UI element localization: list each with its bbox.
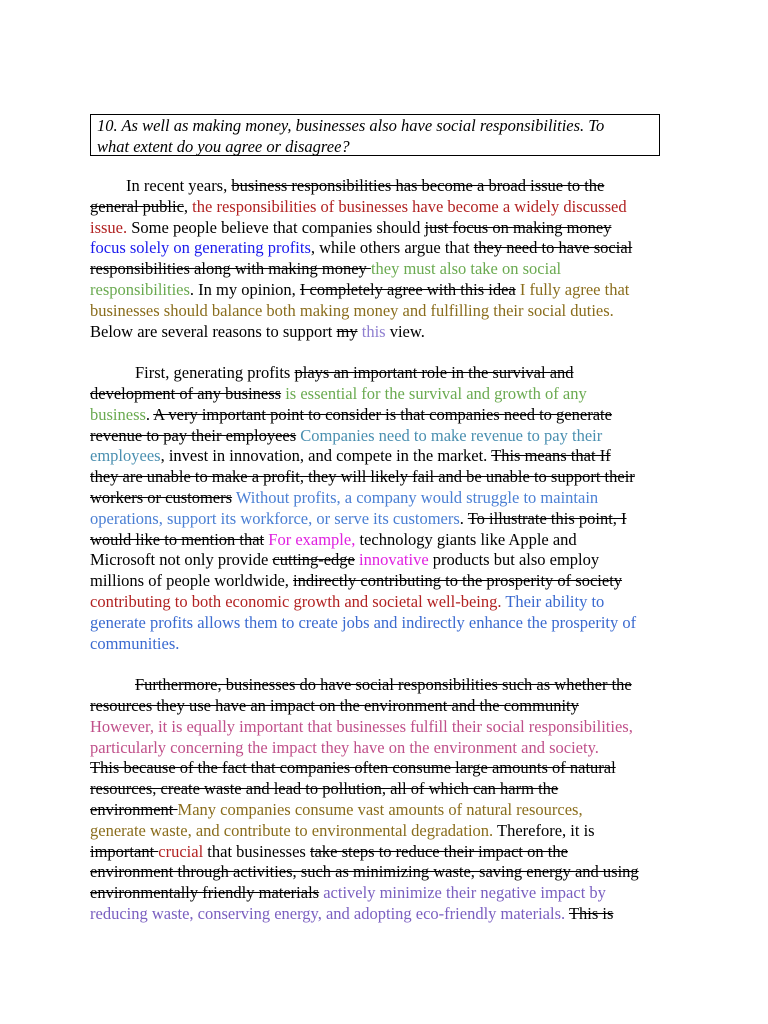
deleted-text: To illustrate this point, I [467, 508, 627, 528]
inserted-text: particularly concerning the impact they have on the environment and society. [90, 737, 599, 757]
inserted-text: business [90, 404, 146, 424]
original-text: Microsoft not only provide [90, 550, 273, 570]
original-text: . In my opinion, [189, 279, 300, 299]
inserted-text: reducing waste, conserving energy, and adopting eco-friendly materials. [90, 903, 566, 923]
deleted-text: I completely agree with this idea [299, 279, 516, 299]
deleted-text: Furthermore, businesses do have social responsibilities such as whether the [135, 675, 632, 695]
text-line [90, 322, 680, 343]
text-line [90, 862, 680, 883]
text-line [90, 738, 680, 759]
deleted-text: responsibilities along with making money [90, 259, 371, 279]
text-line [90, 197, 680, 218]
inserted-text: Without profits, a company would struggle to maintain [232, 487, 599, 507]
inserted-text: focus solely on generating profits [90, 238, 311, 258]
inserted-text: issue [90, 217, 123, 237]
deleted-text: revenue to pay their employees [90, 425, 297, 445]
inserted-text: they must also take on social [370, 259, 562, 279]
text-line [90, 301, 680, 322]
text-line [90, 176, 680, 197]
text-line [90, 904, 680, 925]
text-line [90, 405, 680, 426]
inserted-text: responsibilities [90, 279, 190, 299]
original-text: products but also employ [428, 550, 600, 570]
text-line [90, 280, 680, 301]
deleted-text: This means that If [491, 446, 611, 466]
deleted-text: development of any business [90, 383, 282, 403]
original-text: millions of people worldwide, [90, 571, 294, 591]
text-line [90, 218, 680, 239]
deleted-text: resources they use have an impact on the environment and the community [90, 695, 579, 715]
inserted-text: generate waste, and contribute to environmental degradation. [90, 820, 494, 840]
text-line [90, 800, 680, 821]
deleted-text: indirectly contributing to the prosperity of society [293, 571, 623, 591]
question-line: 10. As well as making money, businesses also have social responsibilities. To [97, 116, 605, 135]
text-line [90, 384, 680, 405]
original-text: . [145, 404, 154, 424]
inserted-text: contributing to both economic growth and societal well-being. [90, 591, 502, 611]
text-line [90, 259, 680, 280]
deleted-text: cutting-edge [272, 550, 355, 570]
inserted-text: crucial [158, 841, 204, 861]
original-text: Some people believe that companies should [127, 217, 425, 237]
deleted-text: plays an important role in the survival and [294, 363, 574, 383]
question-line: what extent do you agree or disagree? [97, 136, 350, 156]
inserted-text: However, it is equally important that businesses fulfill their social responsibilities, [90, 716, 633, 736]
text-line [90, 613, 680, 634]
text-line [90, 467, 680, 488]
inserted-text: businesses should balance both making money and fulfilling their social duties. [90, 300, 614, 320]
text-line [90, 779, 680, 800]
original-text: , [183, 196, 193, 216]
text-line [90, 446, 680, 467]
essay-body [90, 176, 680, 945]
deleted-text: they are unable to make a profit, they will likely fail and be unable to support their [90, 467, 635, 487]
text-line [90, 530, 680, 551]
inserted-text: For example, [264, 529, 356, 549]
deleted-text: resources, create waste and lead to pollution, all of which can harm the [90, 779, 559, 799]
deleted-text: This because of the fact that companies often consume large amounts of natural [90, 758, 616, 778]
deleted-text: my [336, 321, 358, 341]
text-line [90, 509, 680, 530]
inserted-text: the responsibilities of businesses have become a widely discussed [192, 196, 627, 216]
original-text: , while others argue that [310, 238, 474, 258]
text-line [90, 675, 680, 696]
original-text: that businesses [203, 841, 310, 861]
deleted-text: important [90, 841, 159, 861]
text-line [90, 363, 680, 384]
deleted-text: take steps to reduce their impact on the [309, 841, 568, 861]
deleted-text: workers or customers [90, 487, 233, 507]
deleted-text: would like to mention that [90, 529, 265, 549]
text-line [90, 696, 680, 717]
original-text: technology giants like Apple and [355, 529, 577, 549]
inserted-text: this [357, 321, 386, 341]
inserted-text: Companies need to make revenue to pay their [296, 425, 603, 445]
original-text: First, generating profits [135, 363, 295, 383]
essay-paragraph [90, 363, 680, 654]
text-line [90, 550, 680, 571]
deleted-text: they need to have social [473, 238, 633, 258]
text-line [90, 842, 680, 863]
text-line [90, 592, 680, 613]
question-prompt-box [90, 114, 660, 156]
inserted-text: generate profits allows them to create jobs and indirectly enhance the prosperity of [90, 612, 637, 632]
inserted-text: I fully agree that [515, 279, 630, 299]
deleted-text: general public [90, 196, 184, 216]
original-text: , invest in innovation, and compete in the market. [160, 446, 492, 466]
text-line [90, 883, 680, 904]
deleted-text: A very important point to consider is that companies need to generate [153, 404, 612, 424]
original-text: view. [385, 321, 425, 341]
inserted-text: innovative [354, 550, 429, 570]
inserted-text: is essential for the survival and growth of any [281, 383, 587, 403]
original-text: Below are several reasons to support [90, 321, 337, 341]
text-line [90, 571, 680, 592]
essay-paragraph [90, 176, 680, 342]
deleted-text: just focus on making money [424, 217, 612, 237]
inserted-text: communities. [90, 633, 180, 653]
text-line [90, 238, 680, 259]
inserted-text: Their ability to [501, 591, 605, 611]
text-line [90, 758, 680, 779]
text-line [90, 634, 680, 655]
deleted-text: environmentally friendly materials [90, 883, 320, 903]
text-line [90, 717, 680, 738]
inserted-text: employees [90, 446, 161, 466]
deleted-text: This is [568, 903, 614, 923]
deleted-text: business responsibilities has become a broad issue to the [231, 176, 605, 195]
text-line [90, 488, 680, 509]
inserted-text: operations, support its workforce, or serve its customers [90, 508, 460, 528]
original-text: Therefore, it is [493, 820, 595, 840]
inserted-text: . [123, 217, 128, 237]
inserted-text: actively minimize their negative impact by [319, 883, 606, 903]
original-text: In recent years, [126, 176, 232, 195]
original-text: . [459, 508, 468, 528]
inserted-text: Many companies consume vast amounts of natural resources, [177, 799, 583, 819]
deleted-text: environment [90, 799, 178, 819]
essay-paragraph [90, 675, 680, 925]
text-line [90, 821, 680, 842]
deleted-text: environment through activities, such as minimizing waste, saving energy and using [90, 862, 639, 882]
text-line [90, 426, 680, 447]
